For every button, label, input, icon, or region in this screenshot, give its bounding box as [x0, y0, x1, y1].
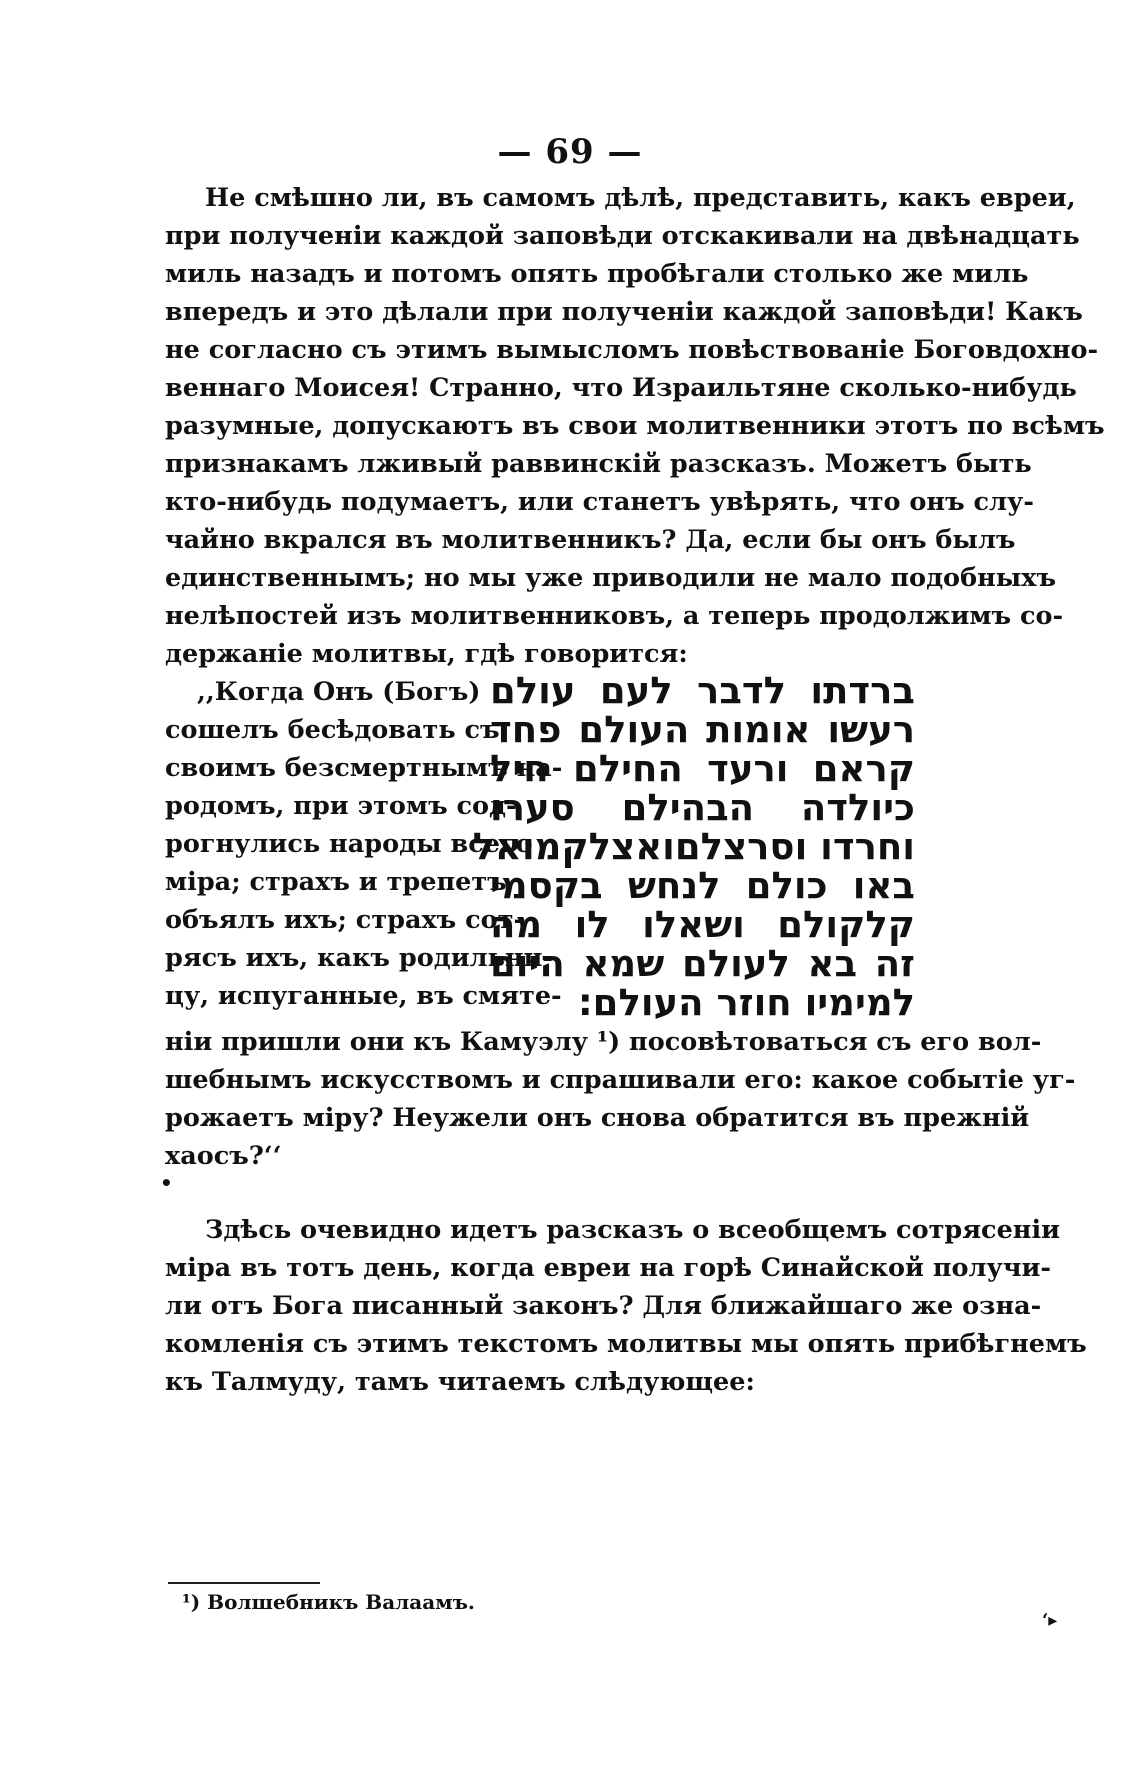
text-line: Здѣсь очевидно идетъ разсказъ о всеобщемъ сотрясеніи [205, 1215, 1061, 1245]
quote-line: своимъ безсмертнымъ на- [165, 753, 563, 783]
quote-line: рясъ ихъ, какъ родильни- [165, 943, 554, 973]
text-line: при полученіи каждой заповѣди отскакивали на двѣнадцать [165, 221, 1080, 251]
hebrew-line: באו כולם לנחש בקסמי [490, 864, 915, 907]
text-line: впередъ и это дѣлали при полученіи каждой заповѣди! Какъ [165, 297, 1083, 327]
quote-line: рогнулись народы всего [165, 829, 533, 859]
hebrew-line: למימיו חוזר העולם: [577, 981, 915, 1024]
footnote-divider [168, 1582, 320, 1584]
hebrew-line: זה בא לעולם שמא היום [490, 942, 915, 985]
hebrew-line: כיולדה הבהילם סערו [490, 786, 915, 829]
hebrew-line: קראם ורעד החילם חיל [490, 747, 915, 790]
page-number: — 69 — [497, 132, 643, 172]
text-line: держаніе молитвы, гдѣ говорится: [165, 639, 688, 669]
text-line: къ Талмуду, тамъ читаемъ слѣдующее: [165, 1367, 755, 1397]
text-line: чайно вкрался въ молитвенникъ? Да, если бы онъ былъ [165, 525, 1016, 555]
quote-line: сошелъ бесѣдовать съ [165, 715, 500, 745]
hebrew-line: רעשו אומות העולם פחד [490, 708, 915, 751]
hebrew-line: קלקולם ושאלו לו מה [490, 903, 915, 946]
text-line: веннаго Моисея! Странно, что Израильтяне сколько-нибудь [165, 373, 1077, 403]
quote-line: міра; страхъ и трепетъ [165, 867, 507, 897]
text-line: шебнымъ искусствомъ и спрашивали его: какое событіе уг- [165, 1065, 1076, 1095]
quote-line: объялъ ихъ; страхъ сот- [165, 905, 525, 935]
text-line: ніи пришли они къ Камуэлу ¹) посовѣтоваться съ его вол- [165, 1027, 1042, 1057]
text-line: рожаетъ міру? Неужели онъ снова обратится въ прежній [165, 1103, 1030, 1133]
footnote: ¹) Волшебникъ Валаамъ. [182, 1590, 475, 1614]
text-line: хаосъ?‘‘ [165, 1141, 282, 1171]
text-line: ли отъ Бога писанный законъ? Для ближайшаго же озна- [165, 1291, 1042, 1321]
text-line: нелѣпостей изъ молитвенниковъ, а теперь продолжимъ со- [165, 601, 1064, 631]
text-line: разумные, допускаютъ въ свои молитвенники этотъ по всѣмъ [165, 411, 1105, 441]
text-line: комленія съ этимъ текстомъ молитвы мы опять прибѣгнемъ [165, 1329, 1087, 1359]
quote-line: ,,Когда Онъ (Богъ) [197, 677, 481, 707]
ink-speck: • [160, 1171, 173, 1195]
ink-speck: ‘▸ [1042, 1610, 1058, 1631]
quote-line: родомъ, при этомъ сод- [165, 791, 517, 821]
text-line: кто-нибудь подумаетъ, или станетъ увѣрять, что онъ слу- [165, 487, 1034, 517]
text-line: признакамъ лживый раввинскій разсказъ. Можетъ быть [165, 449, 1032, 479]
text-line: миль назадъ и потомъ опять пробѣгали столько же миль [165, 259, 1029, 289]
quote-line: цу, испуганные, въ смяте- [165, 981, 562, 1011]
text-line: не согласно съ этимъ вымысломъ повѣствованіе Боговдохно- [165, 335, 1099, 365]
text-line: Не смѣшно ли, въ самомъ дѣлѣ, представить, какъ евреи, [205, 183, 1076, 213]
text-line: единственнымъ; но мы уже приводили не мало подобныхъ [165, 563, 1057, 593]
hebrew-line: וחרדו וסרצלםואצלקמואל [472, 825, 915, 868]
text-line: міра въ тотъ день, когда евреи на горѣ Синайской получи- [165, 1253, 1051, 1283]
hebrew-line: ברדתו לדבר לעם עולם [490, 669, 915, 712]
